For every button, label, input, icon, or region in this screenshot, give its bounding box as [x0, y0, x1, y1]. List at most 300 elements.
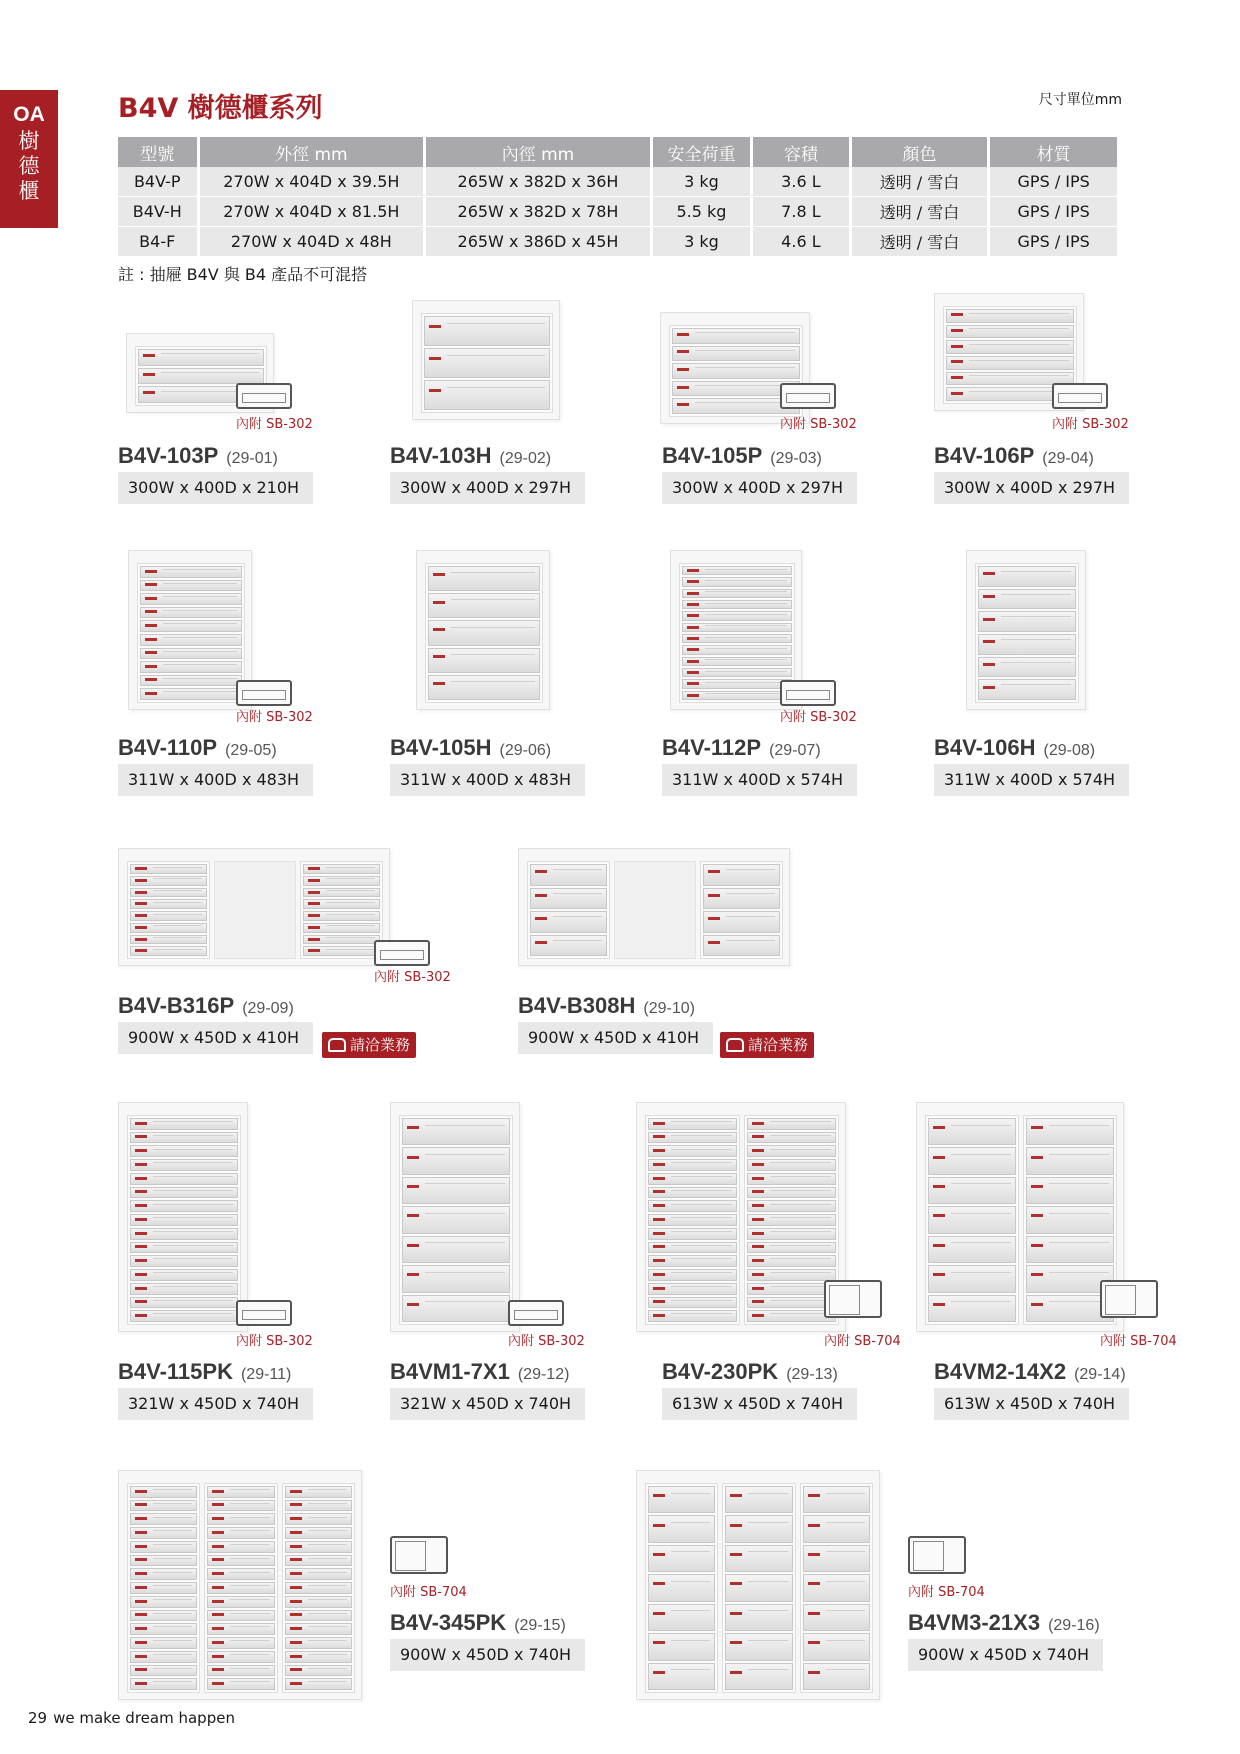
- product-name: [118, 1359, 291, 1385]
- contact-sales-label: 請洽業務: [748, 1036, 809, 1054]
- drawer: [285, 1541, 352, 1553]
- product-model: B4V-B316P: [118, 993, 235, 1018]
- product-model: B4V-345PK: [390, 1610, 507, 1635]
- product-dimensions: 300W x 400D x 297H: [934, 472, 1129, 504]
- drawer: [130, 1173, 238, 1185]
- drawer: [747, 1255, 836, 1267]
- product-name: [118, 993, 294, 1019]
- spec-row: [118, 167, 1117, 197]
- drawer-column: [645, 1115, 740, 1325]
- product-code: (29-10): [643, 1000, 695, 1017]
- accessory-tray-icon: [508, 1300, 564, 1326]
- product-model: B4V-105P: [662, 443, 763, 468]
- product-code: (29-06): [499, 742, 552, 759]
- product-code: (29-12): [517, 1366, 570, 1383]
- product-dimensions: 613W x 450D x 740H: [934, 1388, 1129, 1420]
- drawer: [946, 340, 1074, 354]
- drawer: [1026, 1118, 1114, 1145]
- drawer-column: [399, 1115, 513, 1325]
- drawer: [530, 911, 607, 933]
- drawer-column: [421, 313, 553, 413]
- drawer: [130, 1596, 197, 1608]
- product-model: B4V-115PK: [118, 1359, 233, 1384]
- drawer: [928, 1118, 1016, 1145]
- drawer: [682, 668, 792, 677]
- drawer: [130, 1132, 238, 1144]
- drawer: [402, 1147, 510, 1174]
- drawer-column: [282, 1483, 355, 1693]
- accessory-tray-icon: [236, 383, 292, 409]
- open-shelf: [614, 861, 697, 959]
- accessory-tray-icon: [824, 1280, 882, 1318]
- product-dimensions: 900W x 450D x 410H: [518, 1022, 713, 1054]
- drawer: [207, 1651, 274, 1663]
- drawer: [140, 634, 242, 646]
- drawer: [402, 1295, 510, 1322]
- product-name: [662, 443, 822, 469]
- drawer: [648, 1604, 715, 1631]
- spec-cell: GPS / IPS: [990, 197, 1117, 227]
- phone-icon: [328, 1038, 346, 1052]
- drawer: [747, 1310, 836, 1322]
- drawer: [207, 1513, 274, 1525]
- cabinet-image: [966, 550, 1086, 710]
- spec-table: [115, 137, 1120, 257]
- accessory-tray-icon: [780, 680, 836, 706]
- drawer: [130, 1637, 197, 1649]
- drawer: [303, 888, 380, 898]
- drawer: [285, 1665, 352, 1677]
- drawer: [747, 1118, 836, 1130]
- drawer: [747, 1173, 836, 1185]
- product-model: B4V-106P: [934, 443, 1035, 468]
- drawer: [725, 1515, 792, 1542]
- drawer: [402, 1236, 510, 1263]
- drawer: [928, 1177, 1016, 1204]
- drawer: [130, 1555, 197, 1567]
- drawer: [285, 1513, 352, 1525]
- product-name: [118, 735, 277, 761]
- phone-icon: [726, 1038, 744, 1052]
- drawer: [140, 648, 242, 660]
- product-code: (29-07): [769, 742, 821, 759]
- product-code: (29-09): [242, 1000, 294, 1017]
- drawer: [285, 1610, 352, 1622]
- accessory-tray-icon: [236, 680, 292, 706]
- spec-cell: 270W x 404D x 81.5H: [200, 197, 424, 227]
- drawer: [285, 1568, 352, 1580]
- drawer: [928, 1265, 1016, 1292]
- drawer: [130, 946, 207, 956]
- drawer: [703, 888, 780, 910]
- product-model: B4V-110P: [118, 735, 218, 760]
- drawer: [303, 911, 380, 921]
- drawer: [424, 380, 550, 410]
- drawer: [138, 349, 264, 366]
- product-model: B4V-103P: [118, 443, 219, 468]
- drawer: [703, 935, 780, 957]
- drawer-column: [722, 1483, 795, 1693]
- drawer: [530, 864, 607, 886]
- cabinet-image: [518, 848, 790, 966]
- accessory-label: 內附 SB-302: [780, 710, 857, 725]
- drawer: [682, 657, 792, 666]
- drawer: [140, 620, 242, 632]
- drawer: [1026, 1236, 1114, 1263]
- drawer: [130, 899, 207, 909]
- drawer: [648, 1242, 737, 1254]
- spec-cell: B4V-P: [118, 167, 197, 197]
- drawer: [130, 1527, 197, 1539]
- drawer: [803, 1604, 870, 1631]
- drawer: [138, 368, 264, 385]
- drawer: [1026, 1206, 1114, 1233]
- drawer: [747, 1200, 836, 1212]
- drawer: [648, 1515, 715, 1542]
- drawer: [946, 356, 1074, 370]
- drawer: [303, 899, 380, 909]
- cabinet-image: [118, 1102, 248, 1332]
- spec-header: 顏色: [852, 137, 988, 167]
- drawer: [978, 566, 1076, 587]
- drawer: [130, 1651, 197, 1663]
- drawer: [130, 1310, 238, 1322]
- drawer: [130, 1283, 238, 1295]
- drawer: [803, 1663, 870, 1690]
- product-name: [390, 735, 551, 761]
- drawer: [648, 1545, 715, 1572]
- drawer: [207, 1486, 274, 1498]
- drawer: [207, 1623, 274, 1635]
- accessory-tray-icon: [236, 1300, 292, 1326]
- drawer: [682, 611, 792, 620]
- drawer: [402, 1265, 510, 1292]
- drawer: [130, 923, 207, 933]
- drawer: [648, 1145, 737, 1157]
- product-model: B4VM2-14X2: [934, 1359, 1067, 1384]
- cabinet-image: [916, 1102, 1124, 1332]
- drawer: [978, 634, 1076, 655]
- drawer: [285, 1582, 352, 1594]
- product-name: [934, 443, 1094, 469]
- drawer: [928, 1236, 1016, 1263]
- drawer: [207, 1678, 274, 1690]
- product-dimensions: 321W x 450D x 740H: [118, 1388, 313, 1420]
- drawer: [303, 864, 380, 874]
- contact-sales-badge: [322, 1032, 416, 1058]
- footer-slogan: we make dream happen: [53, 1709, 235, 1727]
- accessory-label: 內附 SB-302: [236, 417, 313, 432]
- drawer: [648, 1663, 715, 1690]
- product-model: B4VM3-21X3: [908, 1610, 1041, 1635]
- product-code: (29-16): [1048, 1617, 1100, 1634]
- drawer: [285, 1596, 352, 1608]
- drawer: [130, 1159, 238, 1171]
- drawer-column: [800, 1483, 873, 1693]
- side-tab-oa: OA: [13, 103, 45, 126]
- spec-cell: 270W x 404D x 39.5H: [200, 167, 424, 197]
- drawer: [130, 1145, 238, 1157]
- product-model: B4V-230PK: [662, 1359, 779, 1384]
- drawer: [424, 316, 550, 346]
- product-code: (29-02): [499, 450, 552, 467]
- drawer: [207, 1555, 274, 1567]
- accessory-label: 內附 SB-302: [374, 970, 451, 985]
- drawer: [682, 589, 792, 598]
- drawer: [207, 1527, 274, 1539]
- drawer: [285, 1623, 352, 1635]
- drawer: [207, 1582, 274, 1594]
- product-dimensions: 311W x 400D x 574H: [934, 764, 1129, 796]
- drawer-column: [127, 861, 210, 959]
- open-shelf: [214, 861, 297, 959]
- drawer-column: [527, 861, 610, 959]
- drawer: [648, 1132, 737, 1144]
- drawer: [978, 611, 1076, 632]
- drawer: [946, 325, 1074, 339]
- drawer: [725, 1574, 792, 1601]
- drawer: [140, 566, 242, 578]
- drawer: [402, 1206, 510, 1233]
- drawer: [207, 1500, 274, 1512]
- drawer: [648, 1283, 737, 1295]
- drawer: [1026, 1147, 1114, 1174]
- drawer: [285, 1637, 352, 1649]
- drawer: [130, 1513, 197, 1525]
- drawer: [130, 1610, 197, 1622]
- accessory-label: 內附 SB-704: [824, 1334, 901, 1349]
- drawer: [682, 623, 792, 632]
- drawer: [803, 1486, 870, 1513]
- product-dimensions: 311W x 400D x 483H: [390, 764, 585, 796]
- drawer: [130, 1297, 238, 1309]
- product-name: [390, 1359, 569, 1385]
- drawer: [130, 1228, 238, 1240]
- drawer: [207, 1541, 274, 1553]
- spec-cell: 透明 / 雪白: [852, 227, 988, 257]
- product-model: B4V-B308H: [518, 993, 636, 1018]
- drawer: [207, 1568, 274, 1580]
- drawer: [703, 911, 780, 933]
- spec-cell: 3 kg: [653, 227, 750, 257]
- product-name: [390, 1610, 566, 1636]
- drawer-column: [204, 1483, 277, 1693]
- drawer: [207, 1637, 274, 1649]
- drawer: [140, 580, 242, 592]
- product-dimensions: 311W x 400D x 483H: [118, 764, 313, 796]
- product-code: (29-08): [1043, 742, 1096, 759]
- accessory-label: 內附 SB-302: [236, 710, 313, 725]
- compat-note: 註 : 抽屜 B4V 與 B4 產品不可混搭: [118, 265, 368, 284]
- accessory-label: 內附 SB-302: [236, 1334, 313, 1349]
- drawer: [130, 1200, 238, 1212]
- drawer: [530, 935, 607, 957]
- spec-cell: GPS / IPS: [990, 227, 1117, 257]
- drawer: [648, 1187, 737, 1199]
- drawer: [207, 1596, 274, 1608]
- drawer: [285, 1651, 352, 1663]
- product-name: [934, 1359, 1126, 1385]
- accessory-label: 內附 SB-302: [508, 1334, 585, 1349]
- product-model: B4V-106H: [934, 735, 1036, 760]
- drawer-column: [975, 563, 1079, 703]
- drawer: [682, 577, 792, 586]
- drawer-column: [425, 563, 543, 703]
- drawer: [130, 1678, 197, 1690]
- product-dimensions: 900W x 450D x 740H: [390, 1639, 585, 1671]
- drawer: [130, 1541, 197, 1553]
- spec-row: [118, 227, 1117, 257]
- drawer: [648, 1214, 737, 1226]
- contact-sales-badge: [720, 1032, 814, 1058]
- drawer: [747, 1297, 836, 1309]
- drawer: [648, 1297, 737, 1309]
- drawer: [725, 1633, 792, 1660]
- accessory-label: 內附 SB-302: [1052, 417, 1129, 432]
- product-dimensions: 300W x 400D x 297H: [662, 472, 857, 504]
- cabinet-image: [390, 1102, 520, 1332]
- spec-cell: 3.6 L: [753, 167, 848, 197]
- product-dimensions: 321W x 450D x 740H: [390, 1388, 585, 1420]
- spec-cell: B4-F: [118, 227, 197, 257]
- drawer: [130, 1242, 238, 1254]
- drawer: [303, 935, 380, 945]
- accessory-tray-icon: [390, 1536, 448, 1574]
- drawer: [648, 1200, 737, 1212]
- drawer: [803, 1515, 870, 1542]
- drawer: [648, 1574, 715, 1601]
- drawer-column: [127, 1115, 241, 1325]
- drawer-column: [925, 1115, 1019, 1325]
- cabinet-image: [118, 848, 390, 966]
- product-code: (29-14): [1074, 1366, 1126, 1383]
- product-model: B4V-105H: [390, 735, 492, 760]
- drawer: [130, 1568, 197, 1580]
- product-code: (29-01): [226, 450, 278, 467]
- drawer: [978, 589, 1076, 610]
- drawer-column: [679, 563, 795, 703]
- cabinet-image: [636, 1102, 846, 1332]
- product-code: (29-13): [786, 1366, 838, 1383]
- drawer: [207, 1665, 274, 1677]
- side-section-tab: [0, 90, 58, 228]
- cabinet-image: [416, 550, 550, 710]
- product-code: (29-03): [770, 450, 822, 467]
- drawer-column: [645, 1483, 718, 1693]
- spec-header: 材質: [990, 137, 1117, 167]
- product-model: B4V-103H: [390, 443, 492, 468]
- accessory-label: 內附 SB-704: [390, 1585, 467, 1600]
- spec-header: 內徑 mm: [426, 137, 650, 167]
- drawer: [130, 1486, 197, 1498]
- drawer: [803, 1574, 870, 1601]
- drawer: [648, 1486, 715, 1513]
- drawer: [530, 888, 607, 910]
- drawer: [285, 1486, 352, 1498]
- drawer: [928, 1295, 1016, 1322]
- spec-cell: GPS / IPS: [990, 167, 1117, 197]
- drawer: [803, 1633, 870, 1660]
- spec-cell: 265W x 382D x 36H: [426, 167, 650, 197]
- product-dimensions: 613W x 450D x 740H: [662, 1388, 857, 1420]
- contact-sales-label: 請洽業務: [350, 1036, 411, 1054]
- drawer: [928, 1147, 1016, 1174]
- cabinet-image: [636, 1470, 880, 1700]
- product-code: (29-04): [1042, 450, 1094, 467]
- drawer: [130, 1500, 197, 1512]
- drawer: [725, 1663, 792, 1690]
- product-dimensions: 300W x 400D x 210H: [118, 472, 313, 504]
- drawer: [648, 1173, 737, 1185]
- drawer: [928, 1206, 1016, 1233]
- drawer: [140, 593, 242, 605]
- spec-header: 型號: [118, 137, 197, 167]
- drawer: [648, 1228, 737, 1240]
- drawer-column: [137, 563, 245, 703]
- drawer: [130, 1187, 238, 1199]
- drawer: [428, 620, 540, 645]
- accessory-label: 內附 SB-704: [1100, 1334, 1177, 1349]
- drawer: [402, 1118, 510, 1145]
- drawer: [682, 679, 792, 688]
- product-code: (29-05): [225, 742, 277, 759]
- drawer: [648, 1159, 737, 1171]
- drawer: [130, 1269, 238, 1281]
- drawer: [130, 864, 207, 874]
- drawer: [1026, 1177, 1114, 1204]
- product-name: [390, 443, 551, 469]
- drawer: [130, 876, 207, 886]
- drawer: [725, 1545, 792, 1572]
- product-dimensions: 300W x 400D x 297H: [390, 472, 585, 504]
- drawer: [424, 348, 550, 378]
- drawer: [747, 1187, 836, 1199]
- drawer: [207, 1610, 274, 1622]
- drawer-column: [700, 861, 783, 959]
- drawer: [648, 1310, 737, 1322]
- drawer: [428, 566, 540, 591]
- drawer: [648, 1633, 715, 1660]
- accessory-tray-icon: [1100, 1280, 1158, 1318]
- drawer: [682, 600, 792, 609]
- drawer: [978, 679, 1076, 700]
- drawer: [428, 593, 540, 618]
- drawer: [747, 1242, 836, 1254]
- spec-cell: 7.8 L: [753, 197, 848, 227]
- product-name: [908, 1610, 1100, 1636]
- product-name: [662, 735, 821, 761]
- drawer: [402, 1177, 510, 1204]
- cabinet-image: [412, 300, 560, 420]
- accessory-tray-icon: [1052, 383, 1108, 409]
- spec-cell: B4V-H: [118, 197, 197, 227]
- accessory-tray-icon: [780, 383, 836, 409]
- drawer: [428, 648, 540, 673]
- accessory-tray-icon: [908, 1536, 966, 1574]
- product-dimensions: 900W x 450D x 410H: [118, 1022, 313, 1054]
- spec-header: 外徑 mm: [200, 137, 424, 167]
- drawer: [285, 1678, 352, 1690]
- side-tab-label: 樹德櫃: [18, 129, 40, 203]
- product-dimensions: 900W x 450D x 740H: [908, 1639, 1103, 1671]
- page-number: 29: [28, 1709, 48, 1727]
- drawer: [682, 566, 792, 575]
- spec-cell: 透明 / 雪白: [852, 197, 988, 227]
- drawer: [303, 923, 380, 933]
- spec-cell: 透明 / 雪白: [852, 167, 988, 197]
- drawer: [130, 1582, 197, 1594]
- drawer: [747, 1214, 836, 1226]
